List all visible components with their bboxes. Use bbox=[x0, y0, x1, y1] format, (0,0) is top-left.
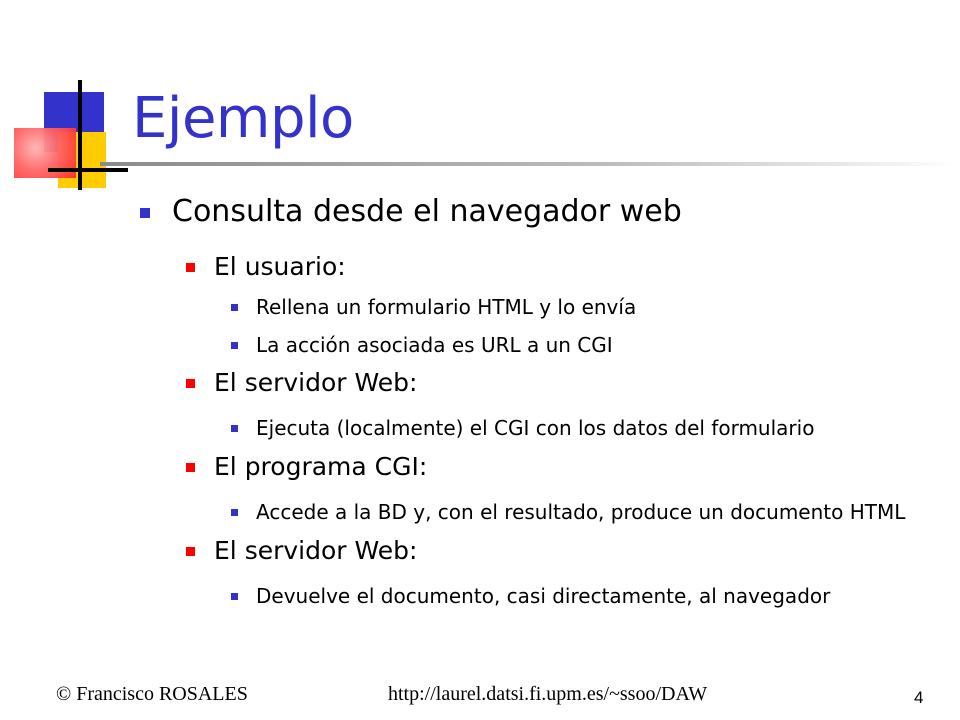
square-bullet-icon bbox=[140, 208, 150, 218]
title-underline bbox=[100, 162, 960, 166]
bullet-text: La acción asociada es URL a un CGI bbox=[256, 333, 613, 357]
footer-author: © Francisco ROSALES bbox=[56, 683, 248, 705]
bullet-text: Rellena un formulario HTML y lo envía bbox=[256, 295, 637, 319]
bullet-level3 bbox=[256, 333, 613, 357]
bullet-level2 bbox=[214, 368, 417, 397]
bullet-level3 bbox=[256, 295, 636, 319]
bullet-text: Accede a la BD y, con el resultado, produce un documento HTML bbox=[256, 500, 906, 524]
square-bullet-icon bbox=[231, 593, 238, 600]
square-bullet-icon bbox=[231, 342, 238, 349]
bullet-level1 bbox=[172, 194, 682, 229]
square-bullet-icon bbox=[186, 263, 195, 272]
logo-vertical-line bbox=[78, 80, 82, 190]
bullet-level2 bbox=[214, 536, 417, 565]
bullet-text: Devuelve el documento, casi directamente, al navegador bbox=[256, 584, 831, 608]
bullet-level2 bbox=[214, 452, 427, 481]
decorative-logo bbox=[0, 0, 140, 200]
square-bullet-icon bbox=[231, 425, 238, 432]
bullet-level3 bbox=[256, 500, 905, 524]
bullet-text: Consulta desde el navegador web bbox=[172, 194, 682, 229]
logo-horizontal-line bbox=[48, 168, 128, 172]
footer-url: http://laurel.datsi.fi.upm.es/~ssoo/DAW bbox=[388, 683, 708, 705]
bullet-text: El usuario: bbox=[214, 252, 346, 281]
bullet-text: Ejecuta (localmente) el CGI con los datos del formulario bbox=[256, 416, 815, 440]
page-number: 4 bbox=[914, 688, 924, 707]
bullet-text: El servidor Web: bbox=[214, 536, 418, 565]
square-bullet-icon bbox=[231, 304, 238, 311]
square-bullet-icon bbox=[186, 379, 195, 388]
square-bullet-icon bbox=[231, 509, 238, 516]
bullet-level2 bbox=[214, 252, 346, 281]
bullet-level3 bbox=[256, 584, 830, 608]
square-bullet-icon bbox=[186, 463, 195, 472]
slide-title: Ejemplo bbox=[132, 86, 354, 151]
bullet-text: El servidor Web: bbox=[214, 368, 418, 397]
bullet-text: El programa CGI: bbox=[214, 452, 428, 481]
square-bullet-icon bbox=[186, 547, 195, 556]
bullet-level3 bbox=[256, 416, 814, 440]
